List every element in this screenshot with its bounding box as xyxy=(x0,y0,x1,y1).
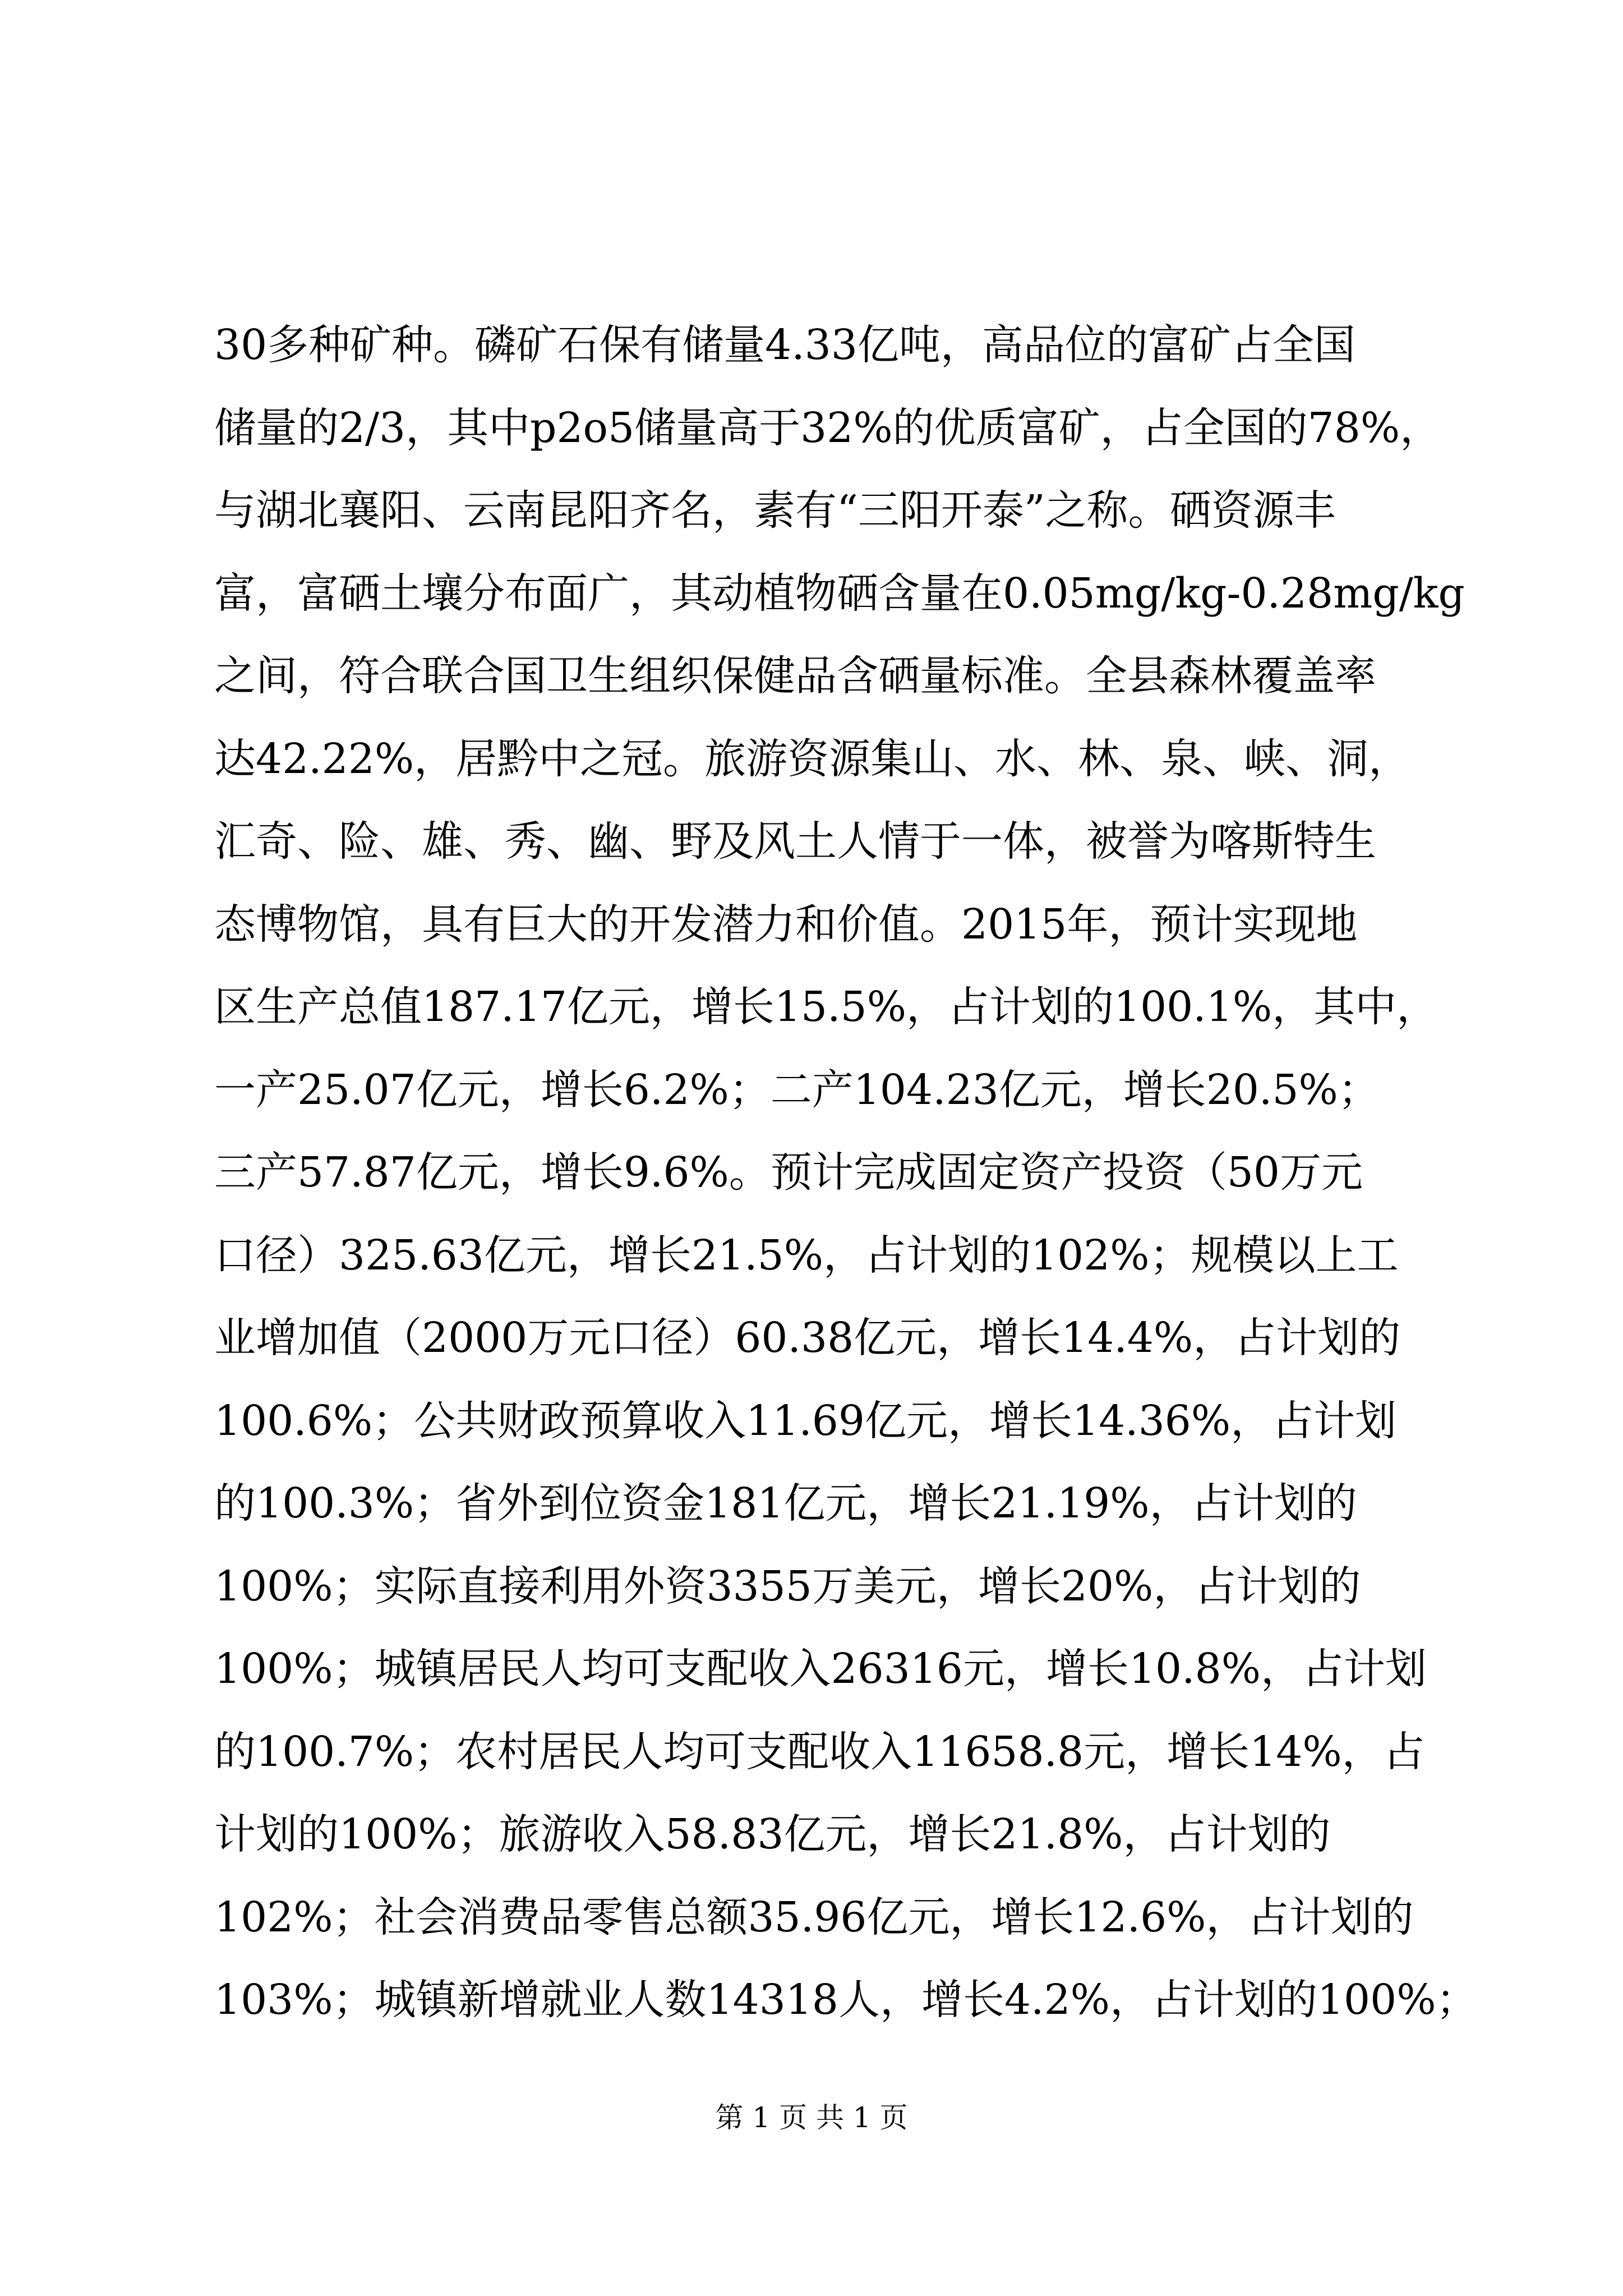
text-line: 的100.3%；省外到位资金181亿元，增长21.19%，占计划的 xyxy=(214,1479,1357,1527)
text-line: 102%；社会消费品零售总额35.96亿元，增长12.6%，占计划的 xyxy=(214,1893,1414,1941)
text-line: 之间，符合联合国卫生组织保健品含硒量标准。全县森林覆盖率 xyxy=(214,652,1376,700)
text-line: 态博物馆，具有巨大的开发潜力和价值。2015年，预计实现地 xyxy=(214,900,1358,949)
text-line: 储量的2/3，其中p2o5储量高于32%的优质富矿，占全国的78%， xyxy=(214,403,1442,452)
text-line: 100.6%；公共财政预算收入11.69亿元，增长14.36%，占计划 xyxy=(214,1396,1397,1445)
text-line: 与湖北襄阳、云南昆阳齐名，素有“三阳开泰”之称。硒资源丰 xyxy=(214,486,1336,535)
text-line: 口径）325.63亿元，增长21.5%，占计划的102%；规模以上工 xyxy=(214,1231,1399,1280)
body-paragraph xyxy=(214,304,1504,2042)
text-line: 103%；城镇新增就业人数14318人，增长4.2%，占计划的100%； xyxy=(214,1976,1478,2024)
text-line: 达42.22%，居黔中之冠。旅游资源集山、水、林、泉、峡、洞， xyxy=(214,734,1410,783)
text-line: 汇奇、险、雄、秀、幽、野及风土人情于一体，被誉为喀斯特生 xyxy=(214,817,1376,866)
page-number-footer: 第 1 页 共 1 页 xyxy=(715,2101,908,2134)
text-line: 富，富硒土壤分布面广，其动植物硒含量在0.05mg/kg-0.28mg/kg xyxy=(214,569,1465,618)
text-line: 100%；实际直接利用外资3355万美元，增长20%，占计划的 xyxy=(214,1562,1361,1611)
text-line: 100%；城镇居民人均可支配收入26316元，增长10.8%，占计划 xyxy=(214,1645,1427,1693)
text-line: 业增加值（2000万元口径）60.38亿元，增长14.4%，占计划的 xyxy=(214,1314,1401,1362)
text-line: 30多种矿种。磷矿石保有储量4.33亿吨，高品位的富矿占全国 xyxy=(214,321,1355,369)
text-line: 三产57.87亿元，增长9.6%。预计完成固定资产投资（50万元 xyxy=(214,1148,1363,1197)
text-line: 计划的100%；旅游收入58.83亿元，增长21.8%，占计划的 xyxy=(214,1810,1331,1858)
text-line: 区生产总值187.17亿元，增长15.5%，占计划的100.1%，其中， xyxy=(214,983,1438,1031)
text-line: 的100.7%；农村居民人均可支配收入11658.8元，增长14%，占 xyxy=(214,1727,1425,1776)
text-line: 一产25.07亿元，增长6.2%；二产104.23亿元，增长20.5%； xyxy=(214,1065,1380,1114)
